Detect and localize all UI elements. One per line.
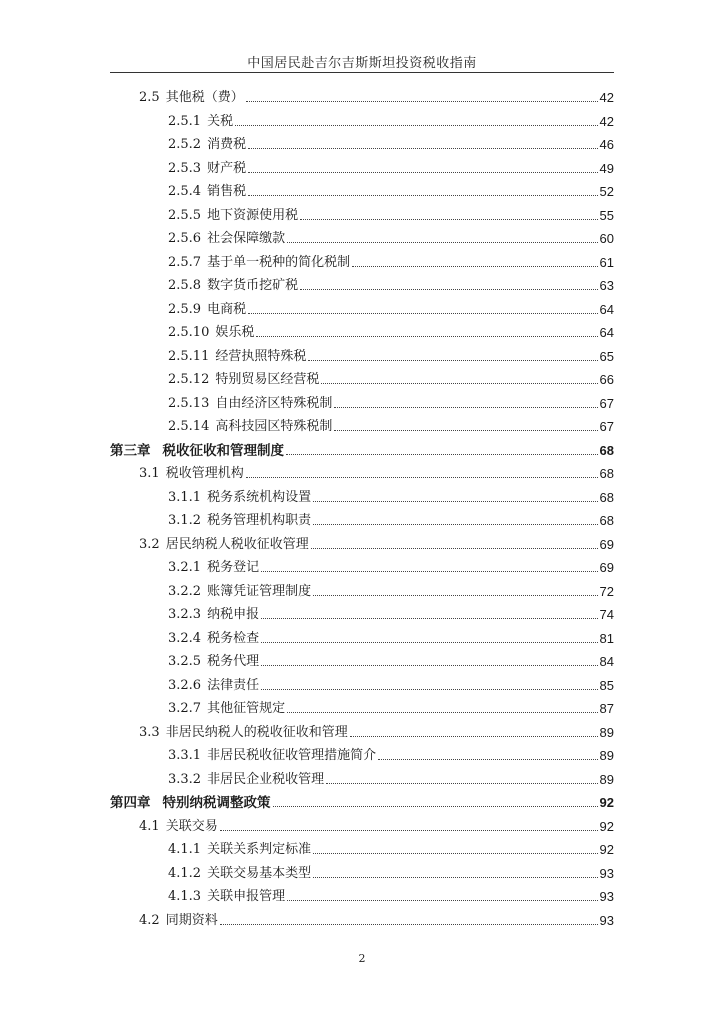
toc-entry-number: 2.5.10 [168,325,210,340]
toc-entry[interactable] [168,180,614,200]
toc-entry[interactable] [168,768,614,788]
toc-entry[interactable] [139,815,614,835]
toc-entry[interactable] [168,838,614,858]
toc-entry-number: 2.5.2 [168,137,202,152]
toc-entry[interactable] [168,650,614,670]
toc-entry-title: 同期资料 [165,912,218,928]
toc-entry-page: 64 [599,301,614,317]
toc-leader-dots [350,736,598,737]
toc-entry-page: 49 [599,160,614,176]
toc-entry-page: 81 [599,630,614,646]
toc-entry-page: 67 [599,419,614,434]
toc-entry-title: 税收征收和管理制度 [162,442,284,459]
toc-entry-page: 89 [599,748,614,763]
toc-leader-dots [300,289,597,290]
toc-leader-dots [287,242,597,243]
toc-entry[interactable] [168,486,614,506]
toc-entry-title: 关联申报管理 [207,889,286,904]
toc-entry-page: 61 [599,254,614,270]
toc-entry-title: 经营执照特殊税 [215,348,307,364]
toc-leader-dots [261,689,597,690]
toc-leader-dots [261,618,597,619]
toc-entry[interactable] [168,392,614,412]
toc-entry-number: 2.5.4 [168,184,202,199]
toc-entry-number: 3.2.3 [168,607,202,622]
toc-entry-title: 其他征管规定 [207,701,286,716]
toc-leader-dots [246,477,598,478]
header-rule [110,72,614,73]
toc-entry-title: 关联交易基本类型 [207,865,312,881]
toc-leader-dots [248,313,597,314]
toc-entry-title: 非居民企业税收管理 [207,771,325,787]
toc-entry-title: 其他税（费） [165,90,244,105]
toc-leader-dots [313,501,597,502]
toc-leader-dots [248,172,597,173]
toc-entry-title: 数字货币挖矿税 [207,278,299,293]
toc-leader-dots [287,900,597,901]
toc-entry-title: 税务代理 [207,654,260,669]
toc-leader-dots [313,595,597,596]
toc-entry-title: 特别贸易区经营税 [215,372,320,387]
toc-leader-dots [286,454,598,455]
toc-entry-title: 税务管理机构职责 [207,513,312,528]
toc-leader-dots [287,712,597,713]
toc-entry[interactable] [168,368,614,388]
toc-leader-dots [261,665,597,666]
toc-entry-page: 89 [599,771,614,787]
toc-entry-number: 3.2 [139,536,160,552]
toc-entry[interactable] [139,86,614,106]
toc-entry-title: 法律责任 [207,677,260,693]
toc-leader-dots [321,383,597,384]
toc-entry-title: 非居民税收征收管理措施简介 [207,748,377,763]
toc-entry-number: 3.2.5 [168,654,202,669]
toc-entry-title: 非居民纳税人的税收征收和管理 [165,724,348,740]
toc-entry[interactable] [168,580,614,600]
toc-entry-title: 特别纳税调整政策 [162,795,271,811]
toc-leader-dots [256,336,597,337]
toc-leader-dots [248,195,597,196]
toc-leader-dots [313,524,597,525]
toc-entry-number: 4.1 [139,818,160,834]
toc-entry-title: 关联交易 [165,818,218,834]
toc-entry-number: 3.1 [139,466,160,481]
toc-entry-title: 税务登记 [207,560,260,575]
toc-entry[interactable] [168,251,614,271]
toc-entry-page: 64 [599,325,614,340]
toc-entry[interactable] [168,274,614,294]
toc-entry-number: 2.5.6 [168,231,202,246]
toc-entry[interactable] [139,721,614,741]
toc-entry[interactable] [168,603,614,623]
toc-entry-page: 93 [599,865,614,881]
toc-entry-number: 3.3.1 [168,748,202,763]
toc-entry-page: 69 [599,560,614,575]
toc-entry-number: 2.5.8 [168,278,202,293]
toc-entry[interactable] [168,298,614,318]
toc-leader-dots [311,548,598,549]
toc-entry-number: 2.5.11 [168,348,210,364]
toc-entry-page: 85 [599,677,614,693]
toc-leader-dots [334,407,597,408]
toc-entry-number: 2.5.14 [168,419,210,434]
toc-entry[interactable] [168,744,614,764]
toc-leader-dots [313,853,597,854]
toc-entry-number: 3.2.4 [168,630,202,646]
toc-entry[interactable] [168,509,614,529]
toc-entry-number: 3.2.7 [168,701,202,716]
toc-entry-title: 地下资源使用税 [207,207,299,223]
toc-entry[interactable] [168,627,614,647]
toc-entry-title: 财产税 [207,160,247,176]
toc-entry-title: 娱乐税 [215,325,255,340]
toc-leader-dots [220,924,598,925]
toc-entry-page: 60 [599,231,614,246]
toc-entry-page: 89 [599,724,614,740]
toc-entry-page: 46 [599,137,614,152]
toc-entry-page: 68 [599,489,614,505]
toc-entry[interactable] [139,909,614,929]
toc-leader-dots [308,360,597,361]
toc-entry-title: 高科技园区特殊税制 [215,419,333,434]
toc-entry-number: 4.1.2 [168,865,202,881]
toc-entry-page: 68 [599,442,614,458]
toc-entry-number: 4.2 [139,912,160,928]
toc-entry[interactable] [168,885,614,905]
toc-entry-number: 3.2.1 [168,560,202,575]
toc-entry-title: 电商税 [207,301,247,317]
toc-entry-title: 关联关系判定标准 [207,842,312,857]
toc-entry[interactable] [168,862,614,882]
toc-leader-dots [300,219,597,220]
toc-entry[interactable] [110,791,614,811]
toc-entry-page: 52 [599,184,614,199]
toc-entry-page: 68 [599,513,614,528]
toc-entry-page: 42 [599,113,614,129]
toc-entry[interactable] [168,157,614,177]
toc-entry[interactable] [168,345,614,365]
toc-entry-page: 84 [599,654,614,669]
toc-entry-number: 3.3 [139,724,160,740]
toc-entry[interactable] [168,110,614,130]
toc-entry-number: 第四章 [110,795,151,811]
toc-entry[interactable] [168,556,614,576]
toc-leader-dots [235,125,597,126]
toc-entry-page: 92 [599,842,614,857]
toc-entry-title: 税收管理机构 [165,466,244,481]
toc-entry-number: 2.5.1 [168,113,202,129]
toc-leader-dots [261,571,597,572]
toc-leader-dots [352,266,597,267]
toc-entry-title: 社会保障缴款 [207,231,286,246]
toc-entry-number: 3.1.1 [168,489,202,505]
toc-leader-dots [334,430,597,431]
toc-entry[interactable] [168,697,614,717]
toc-entry-page: 74 [599,607,614,622]
toc-leader-dots [220,830,598,831]
toc-leader-dots [273,806,598,807]
toc-entry-number: 3.3.2 [168,771,202,787]
toc-entry-number: 2.5.7 [168,254,202,270]
toc-entry-page: 72 [599,583,614,599]
toc-entry-page: 66 [599,372,614,387]
toc-entry-title: 纳税申报 [207,607,260,622]
toc-leader-dots [378,759,597,760]
toc-entry-page: 92 [599,818,614,834]
toc-entry-page: 42 [599,90,614,105]
toc-entry-title: 消费税 [207,137,247,152]
toc-entry-title: 税务检查 [207,630,260,646]
page-header: 中国居民赴吉尔吉斯斯坦投资税收指南 [247,56,477,71]
toc-entry-page: 69 [599,536,614,552]
toc-entry-page: 63 [599,278,614,293]
toc-entry-page: 67 [599,395,614,411]
toc-entry-page: 55 [599,207,614,223]
toc-entry[interactable] [168,321,614,341]
toc-leader-dots [246,101,598,102]
toc-entry-page: 93 [599,912,614,928]
toc-entry[interactable] [168,204,614,224]
toc-entry-number: 2.5 [139,90,160,105]
toc-entry-number: 2.5.13 [168,395,210,411]
toc-entry-page: 87 [599,701,614,716]
toc-entry-number: 4.1.3 [168,889,202,904]
toc-entry[interactable] [168,227,614,247]
toc-entry-page: 65 [599,348,614,364]
toc-entry-number: 2.5.5 [168,207,202,223]
toc-entry-number: 3.2.2 [168,583,202,599]
toc-entry-page: 92 [599,795,614,810]
toc-entry[interactable] [139,462,614,482]
toc-leader-dots [313,877,597,878]
toc-entry-title: 销售税 [207,184,247,199]
toc-entry-title: 居民纳税人税收征收管理 [165,536,309,552]
toc-entry-number: 3.1.2 [168,513,202,528]
toc-entry[interactable] [110,439,614,459]
toc-entry-title: 税务系统机构设置 [207,489,312,505]
toc-entry[interactable] [139,533,614,553]
toc-entry-number: 2.5.3 [168,160,202,176]
toc-entry[interactable] [168,133,614,153]
toc-entry-number: 4.1.1 [168,842,202,857]
toc-entry-page: 68 [599,466,614,481]
toc-leader-dots [326,783,597,784]
toc-entry-title: 账簿凭证管理制度 [207,583,312,599]
toc-leader-dots [261,642,597,643]
toc-entry-title: 基于单一税种的简化税制 [207,254,351,270]
toc-entry-number: 2.5.9 [168,301,202,317]
toc-entry-number: 2.5.12 [168,372,210,387]
toc-entry-page: 93 [599,889,614,904]
toc-leader-dots [248,148,597,149]
toc-entry-number: 3.2.6 [168,677,202,693]
toc-entry-title: 自由经济区特殊税制 [215,395,333,411]
toc-entry[interactable] [168,674,614,694]
page-number: 2 [358,952,366,965]
toc-entry[interactable] [168,415,614,435]
toc-entry-title: 关税 [207,113,234,129]
toc-entry-number: 第三章 [110,442,151,459]
